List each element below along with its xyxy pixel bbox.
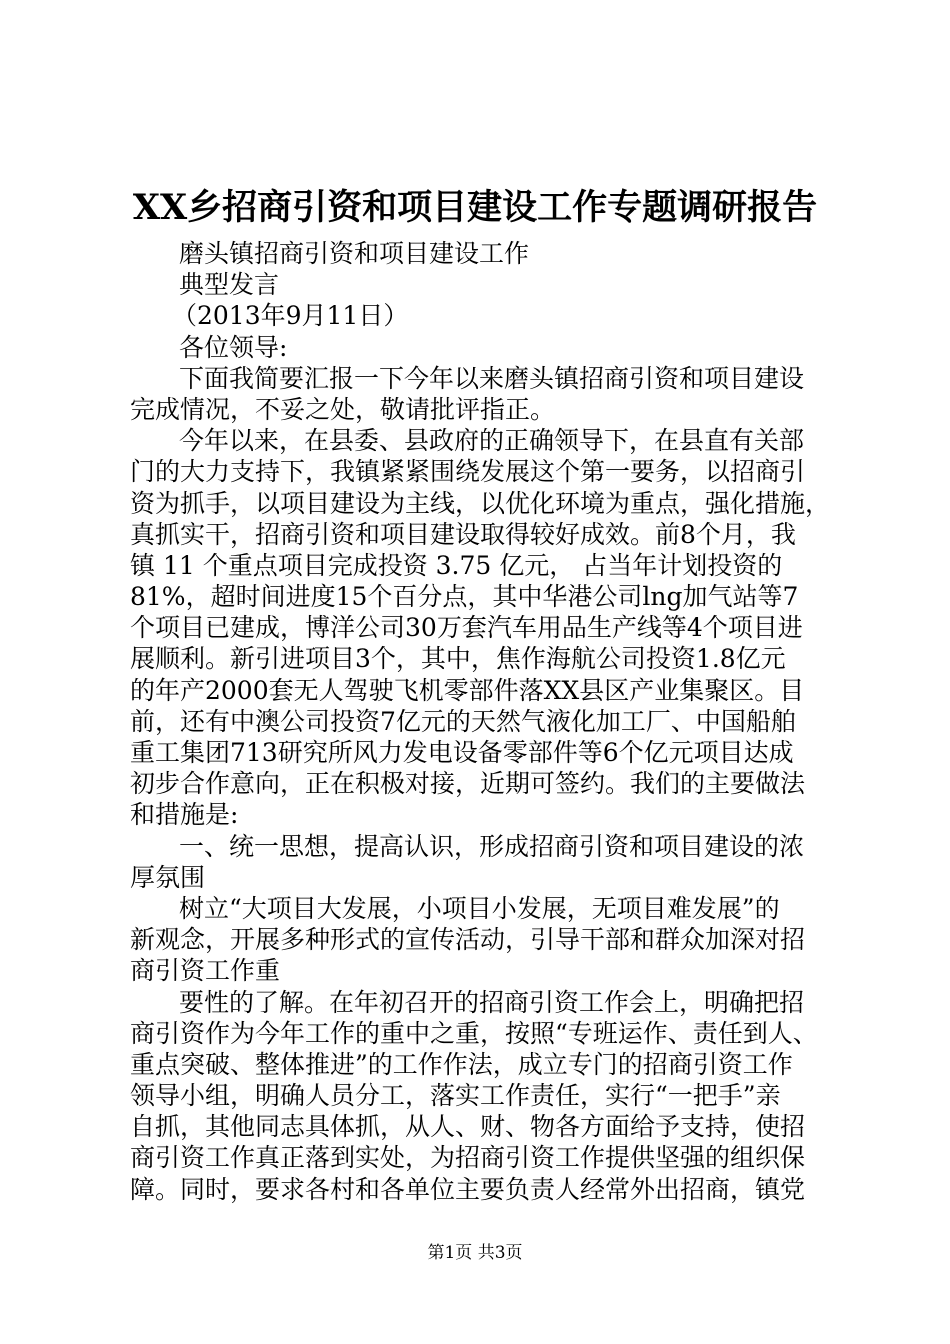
document-title: XX乡招商引资和项目建设工作专题调研报告 [132, 187, 818, 228]
body-line: 的年产2000套无人驾驶飞机零部件落XX县区产业集聚区。目 [130, 675, 805, 705]
body-line: 障。同时，要求各村和各单位主要负责人经常外出招商，镇党 [130, 1174, 806, 1204]
body-line: 树立“大项目大发展，小项目小发展，无项目难发展”的 [179, 893, 780, 923]
body-line: 新观念，开展多种形式的宣传活动，引导干部和群众加深对招 [130, 925, 806, 955]
body-line: 门的大力支持下，我镇紧紧围绕发展这个第一要务，以招商引 [130, 457, 806, 487]
body-line: 完成情况，不妥之处，敬请批评指正。 [130, 394, 556, 424]
body-line: 重工集团713研究所风力发电设备零部件等6个亿元项目达成 [130, 738, 794, 767]
body-line: （2013年9月11日） [172, 301, 409, 331]
body-line: 初步合作意向，正在积极对接，近期可签约。我们的主要做法 [130, 769, 806, 799]
body-line: 磨头镇招商引资和项目建设工作 [179, 239, 530, 268]
body-line: 下面我简要汇报一下今年以来磨头镇招商引资和项目建设 [179, 363, 805, 393]
body-line: 典型发言 [179, 270, 280, 300]
body-line: 要性的了解。在年初召开的招商引资工作会上，明确把招 [179, 987, 805, 1017]
body-line: 前，还有中澳公司投资7亿元的天然气液化加工厂、中国船舶 [130, 706, 796, 736]
body-line: 和措施是: [130, 800, 239, 830]
document-body [130, 238, 830, 1205]
body-line: 真抓实干，招商引资和项目建设取得较好成效。前8个月，我 [130, 519, 796, 549]
body-line: 领导小组，明确人员分工，落实工作责任，实行“一把手”亲 [130, 1081, 781, 1111]
body-line: 资为抓手，以项目建设为主线，以优化环境为重点，强化措施， [130, 488, 831, 518]
body-line: 自抓，其他同志具体抓，从人、财、物各方面给予支持，使招 [130, 1112, 806, 1142]
body-line: 一、统一思想，提高认识，形成招商引资和项目建设的浓 [179, 831, 805, 861]
body-line: 展顺利。新引进项目3个，其中，焦作海航公司投资1.8亿元 [130, 644, 786, 674]
body-line: 重点突破、整体推进”的工作作法，成立专门的招商引资工作 [130, 1049, 793, 1079]
body-line: 81%，超时间进度15个百分点，其中华港公司lng加气站等7 [130, 582, 799, 612]
page-footer: 第1页 共3页 [427, 1243, 523, 1263]
body-line: 商引资作为今年工作的重中之重，按照“专班运作、责任到人、 [130, 1018, 818, 1048]
body-line: 厚氛围 [130, 862, 206, 892]
body-line: 个项目已建成，博洋公司30万套汽车用品生产线等4个项目进 [130, 613, 803, 643]
body-line: 今年以来，在县委、县政府的正确领导下，在县直有关部 [179, 426, 805, 456]
body-line: 镇 11 个重点项目完成投资 3.75 亿元， 占当年计划投资的 [130, 550, 783, 580]
body-line: 商引资工作重 [130, 956, 281, 986]
body-line: 各位领导: [179, 332, 288, 362]
body-line: 商引资工作真正落到实处，为招商引资工作提供坚强的组织保 [130, 1143, 806, 1173]
